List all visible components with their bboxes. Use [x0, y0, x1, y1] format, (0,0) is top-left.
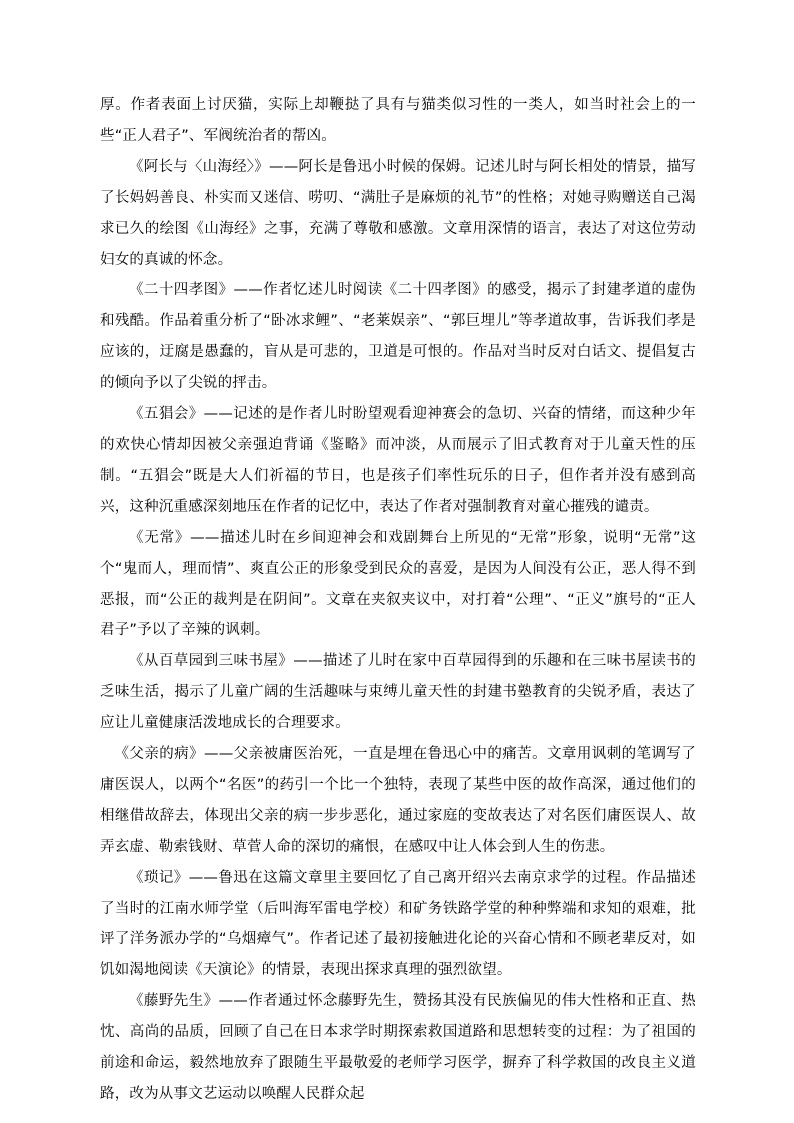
document-body [100, 90, 696, 1110]
paragraph-wuchang-ghost: 《无常》——描述儿时在乡间迎神会和戏剧舞台上所见的“无常”形象，说明“无常”这个“鬼而人，理而情”、爽直公正的形象受到民众的喜爱，是因为人间没有公正，恶人得不到恶报，而“公正的裁判是在阴间”。文章在夹叙夹议中，对打着“公理”、“正义”旗号的“正人君子”予以了辛辣的讽刺。 [100, 529, 696, 639]
paragraph-cats-continued: 厚。作者表面上讨厌猫，实际上却鞭挞了具有与猫类似习性的一类人，如当时社会上的一些“正人君子”、军阀统治者的帮凶。 [100, 97, 696, 144]
paragraph-wuchang-fair: 《五猖会》——记述的是作者儿时盼望观看迎神赛会的急切、兴奋的情绪，而这种少年的欢快心情却因被父亲强迫背诵《鉴略》而冲淡，从而展示了旧式教育对于儿童天性的压制。“五猖会”既是大人们祈福的节日，也是孩子们率性玩乐的日子，但作者并没有感到高兴，这种沉重感深刻地压在作者的记忆中，表达了作者对强制教育对童心摧残的谴责。 [100, 406, 696, 515]
paragraph-father-illness: 《父亲的病》——父亲被庸医治死，一直是埋在鲁迅心中的痛苦。文章用讽刺的笔调写了庸医误人，以两个“名医”的药引一个比一个独特，表现了某些中医的故作高深，通过他们的相继借故辞去，体现出父亲的病一步步恶化，通过家庭的变故表达了对名医们庸医误人、故弄玄虚、勒索钱财、草菅人命的深切的痛恨，在感叹中让人体会到人生的伤悲。 [100, 746, 696, 855]
paragraph-hundred-grass-garden: 《从百草园到三味书屋》——描述了儿时在家中百草园得到的乐趣和在三味书屋读书的乏味生活，揭示了儿童广阔的生活趣味与束缚儿童天性的封建书塾教育的尖锐矛盾，表达了应让儿童健康活泼地成长的合理要求。 [100, 653, 696, 732]
paragraph-suoji: 《琐记》——鲁迅在这篇文章里主要回忆了自己离开绍兴去南京求学的过程。作品描述了当时的江南水师学堂（后叫海军雷电学校）和矿务铁路学堂的种种弊端和求知的艰难，批评了洋务派办学的“乌烟瘴气”。作者记述了最初接触进化论的兴奋心情和不顾老辈反对，如饥如渴地阅读《天演论》的情景，表现出探求真理的强烈欲望。 [100, 869, 696, 979]
paragraph-fujino: 《藤野先生》——作者通过怀念藤野先生，赞扬其没有民族偏见的伟大性格和正直、热忱、高尚的品质，回顾了自己在日本求学时期探索救国道路和思想转变的过程：为了祖国的前途和命运，毅然地放弃了跟随生平最敬爱的老师学习医学，摒弃了科学救国的改良主义道路，改为从事文艺运动以唤醒人民群众起 [100, 993, 696, 1102]
paragraph-ah-chang: 《阿长与〈山海经〉》——阿长是鲁迅小时候的保姆。记述儿时与阿长相处的情景，描写了长妈妈善良、朴实而又迷信、唠叨、“满肚子是麻烦的礼节”的性格；对她寻购赠送自己渴求已久的绘图《山海经》之事，充满了尊敬和感激。文章用深情的语言，表达了对这位劳动妇女的真诚的怀念。 [100, 158, 696, 268]
paragraph-twenty-four-filial: 《二十四孝图》——作者忆述儿时阅读《二十四孝图》的感受，揭示了封建孝道的虚伪和残酷。作品着重分析了“卧冰求鲤”、“老莱娱亲”、“郭巨埋儿”等孝道故事，告诉我们孝是应该的，迂腐是愚蠢的，盲从是可悲的，卫道是可恨的。作品对当时反对白话文、提倡复古的倾向予以了尖锐的抨击。 [100, 282, 696, 392]
